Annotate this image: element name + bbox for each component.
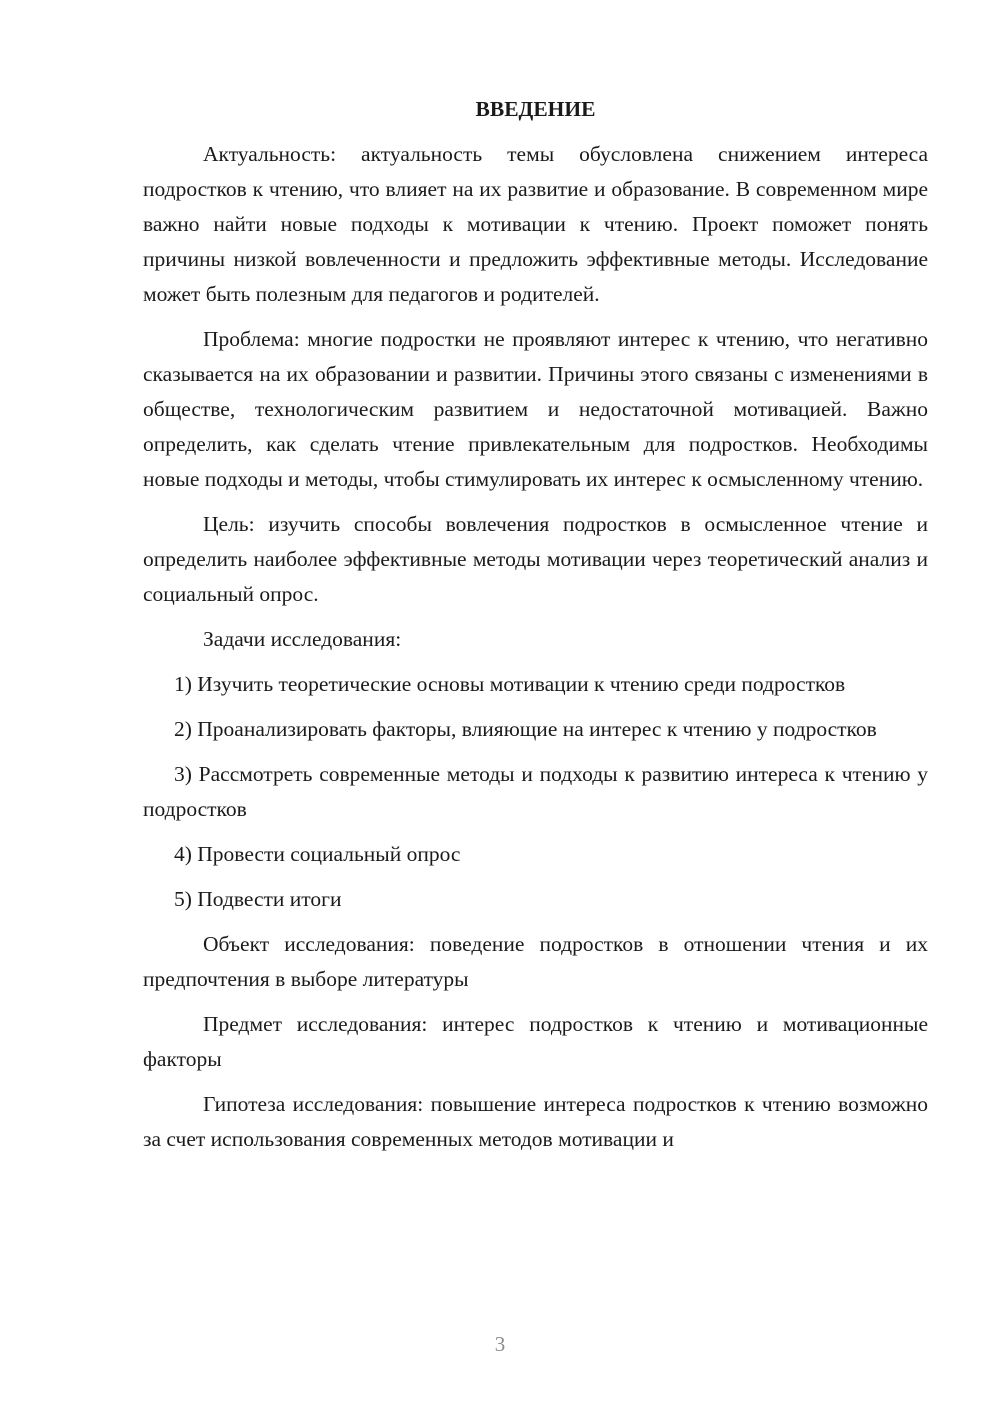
task-item: 2) Проанализировать факторы, влияющие на интерес к чтению у подростков <box>174 717 877 741</box>
subject-paragraph: Предмет исследования: интерес подростков к чтению и мотивационные факторы <box>143 1012 928 1071</box>
task-item: 1) Изучить теоретические основы мотивации к чтению среди подростков <box>174 672 846 696</box>
relevance-paragraph: Актуальность: актуальность темы обусловлена снижением интереса подростков к чтению, что влияет на их развитие и образование. В современном мире важно найти новые подходы к мотивации к чтению. Проект поможет понять причины низкой вовлеченности и предложить эффективные методы. Исследование может быть полезным для педагогов и родителей. <box>143 142 928 306</box>
tasks-heading: Задачи исследования: <box>203 627 402 651</box>
task-item: 3) Рассмотреть современные методы и подходы к развитию интереса к чтению у подростков <box>143 762 928 821</box>
goal-paragraph: Цель: изучить способы вовлечения подростков в осмысленное чтение и определить наиболее эффективные методы мотивации через теоретический анализ и социальный опрос. <box>143 512 928 606</box>
problem-paragraph: Проблема: многие подростки не проявляют интерес к чтению, что негативно сказывается на их образовании и развитии. Причины этого связаны с изменениями в обществе, технологическим развитием и недостаточной мотивацией. Важно определить, как сделать чтение привлекательным для подростков. Необходимы новые подходы и методы, чтобы стимулировать их интерес к осмысленному чтению. <box>143 327 928 491</box>
hypothesis-paragraph: Гипотеза исследования: повышение интереса подростков к чтению возможно за счет использования современных методов мотивации и <box>143 1092 928 1151</box>
document-page <box>143 92 928 1167</box>
task-item: 5) Подвести итоги <box>174 887 342 911</box>
task-item: 4) Провести социальный опрос <box>174 842 461 866</box>
object-paragraph: Объект исследования: поведение подростков в отношении чтения и их предпочтения в выборе литературы <box>143 932 928 991</box>
page-number: 3 <box>494 1332 506 1356</box>
page-title: ВВЕДЕНИЕ <box>475 97 596 121</box>
